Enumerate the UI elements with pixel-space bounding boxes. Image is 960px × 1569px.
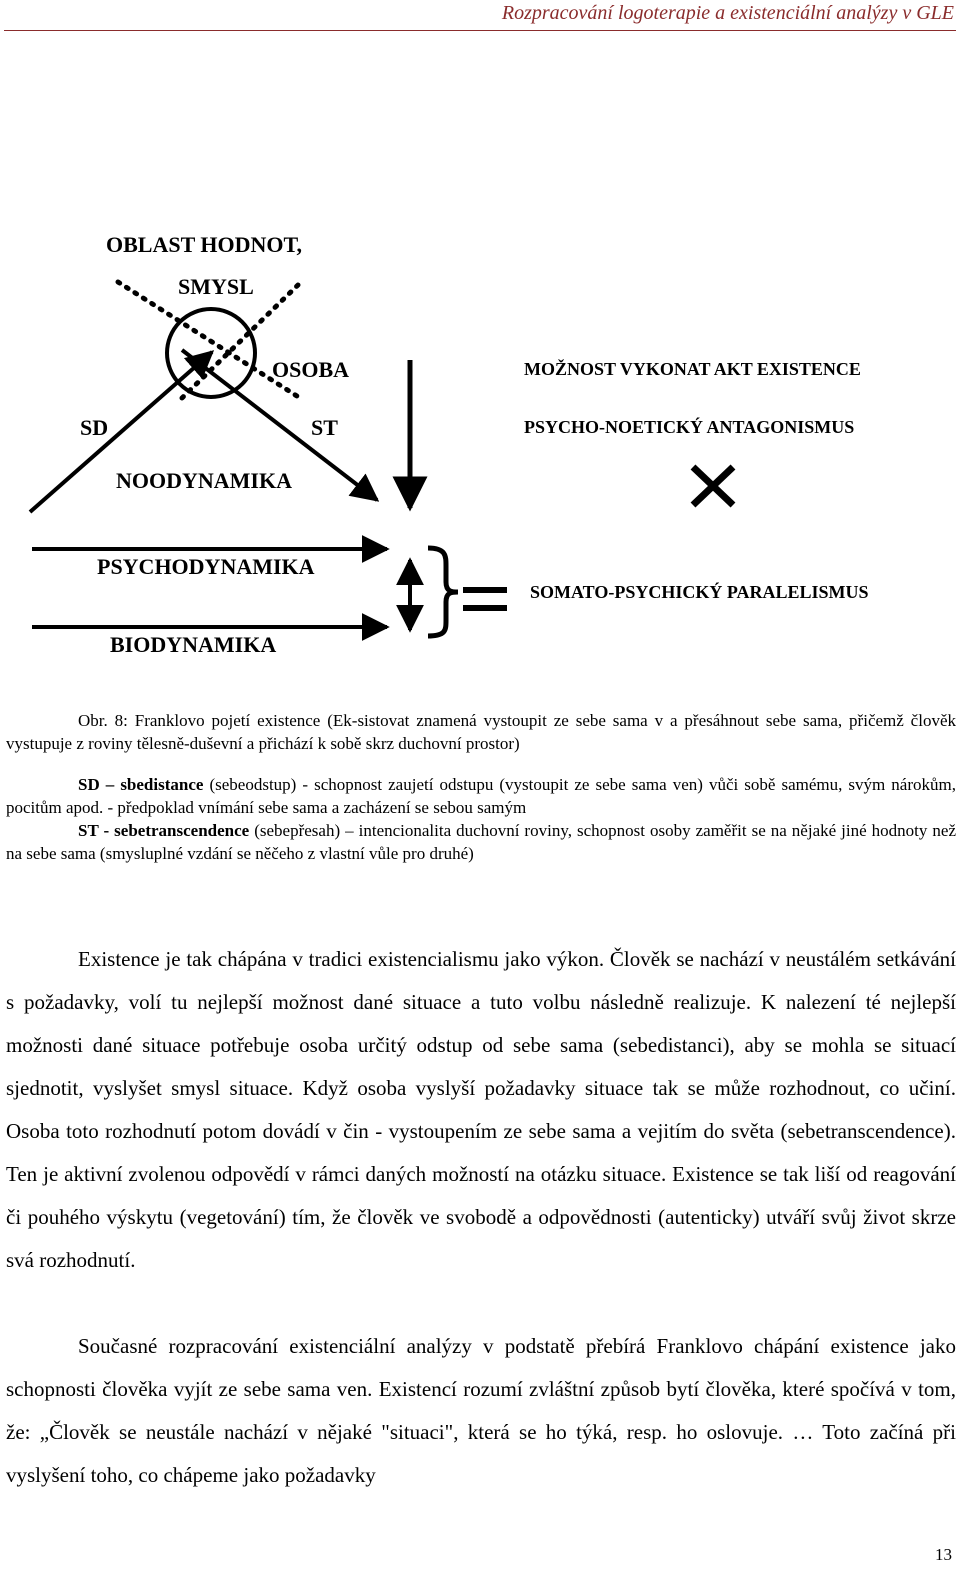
caption-sd-text: (sebeodstup) - schopnost zaujetí odstupu (vystoupit ze sebe sama ven) vůči sobě samému, svým nárokům, pocitům apod. - předpoklad vnímání sebe sama a zacházení se sebou samým <box>6 775 956 817</box>
label-person: OSOBA <box>272 357 350 382</box>
paragraph-2: Současné rozpracování existenciální analýzy v podstatě přebírá Franklovo chápání existence jako schopnosti člověka vyjít ze sebe sama ven. Existencí rozumí zvláštní způsob bytí člověka, které spočívá v tom, že: „Člověk se neustále nachází v nějaké "situaci", která se ho týká, resp. ho oslovuje. … Toto začíná při vyslyšení toho, co chápeme jako požadavky <box>6 1334 956 1487</box>
running-header: Rozpracování logoterapie a existenciální analýzy v GLE <box>501 2 954 24</box>
label-biodynamics: BIODYNAMIKA <box>110 632 277 657</box>
brace-shape <box>428 548 458 636</box>
paragraph-1: Existence je tak chápána v tradici existencialismu jako výkon. Člověk se nachází v neustálém setkávání s požadavky, volí tu nejlepší možnost dané situace a tuto volbu následně realizuje. K nalezení té nejlepší možnosti dané situace potřebuje osoba určitý odstup od sebe sama (sebedistanci), aby se mohla se situací sjednotit, vyslyšet smysl situace. Když osoba vyslyší požadavky situace tak se může rozhodnout, co učiní. Osoba toto rozhodnutí potom dovádí v čin - vystoupením ze sebe sama a vejitím do světa (sebetranscendence). Ten je aktivní zvolenou odpovědí v rámci daných možností na otázku situace. Existence se tak liší od reagování či pouhého výskytu (vegetování) tím, že člověk ve svobodě a odpovědnosti (autenticky) utváří svůj život skrze svá rozhodnutí. <box>6 947 956 1272</box>
body-text <box>6 938 956 1497</box>
label-psychodynamics: PSYCHODYNAMIKA <box>97 554 315 579</box>
label-sd: SD <box>80 415 109 440</box>
caption-st <box>6 819 956 865</box>
figure-caption <box>6 709 956 865</box>
label-noodynamics: NOODYNAMIKA <box>116 468 292 493</box>
caption-main: Obr. 8: Franklovo pojetí existence (Ek-sistovat znamená vystoupit ze sebe sama v a přesáhnout sebe sama, přičemž člověk vystupuje z roviny tělesně-duševní a přichází k sobě skrz duchovní prostor) <box>6 711 956 753</box>
label-values: OBLAST HODNOT, <box>106 232 303 257</box>
caption-sd-term: SD – sbedistance <box>78 775 204 794</box>
caption-sd <box>6 773 956 819</box>
caption-st-term: ST - sebetranscendence <box>78 821 250 840</box>
label-possibility: MOŽNOST VYKONAT AKT EXISTENCE <box>524 359 861 379</box>
label-parallelism: SOMATO-PSYCHICKÝ PARALELISMUS <box>530 582 869 602</box>
caption-st-text: (sebepřesah) – intencionalita duchovní roviny, schopnost osoby zaměřit se na nějaké jiné hodnoty než na sebe sama (smysluplné vzdání se něčeho z vlastní vůle pro druhé) <box>6 821 956 863</box>
page-number: 13 <box>935 1545 952 1564</box>
label-st: ST <box>311 415 338 440</box>
label-antagonism: PSYCHO-NOETICKÝ ANTAGONISMUS <box>524 417 855 437</box>
label-meaning: SMYSL <box>178 274 254 299</box>
